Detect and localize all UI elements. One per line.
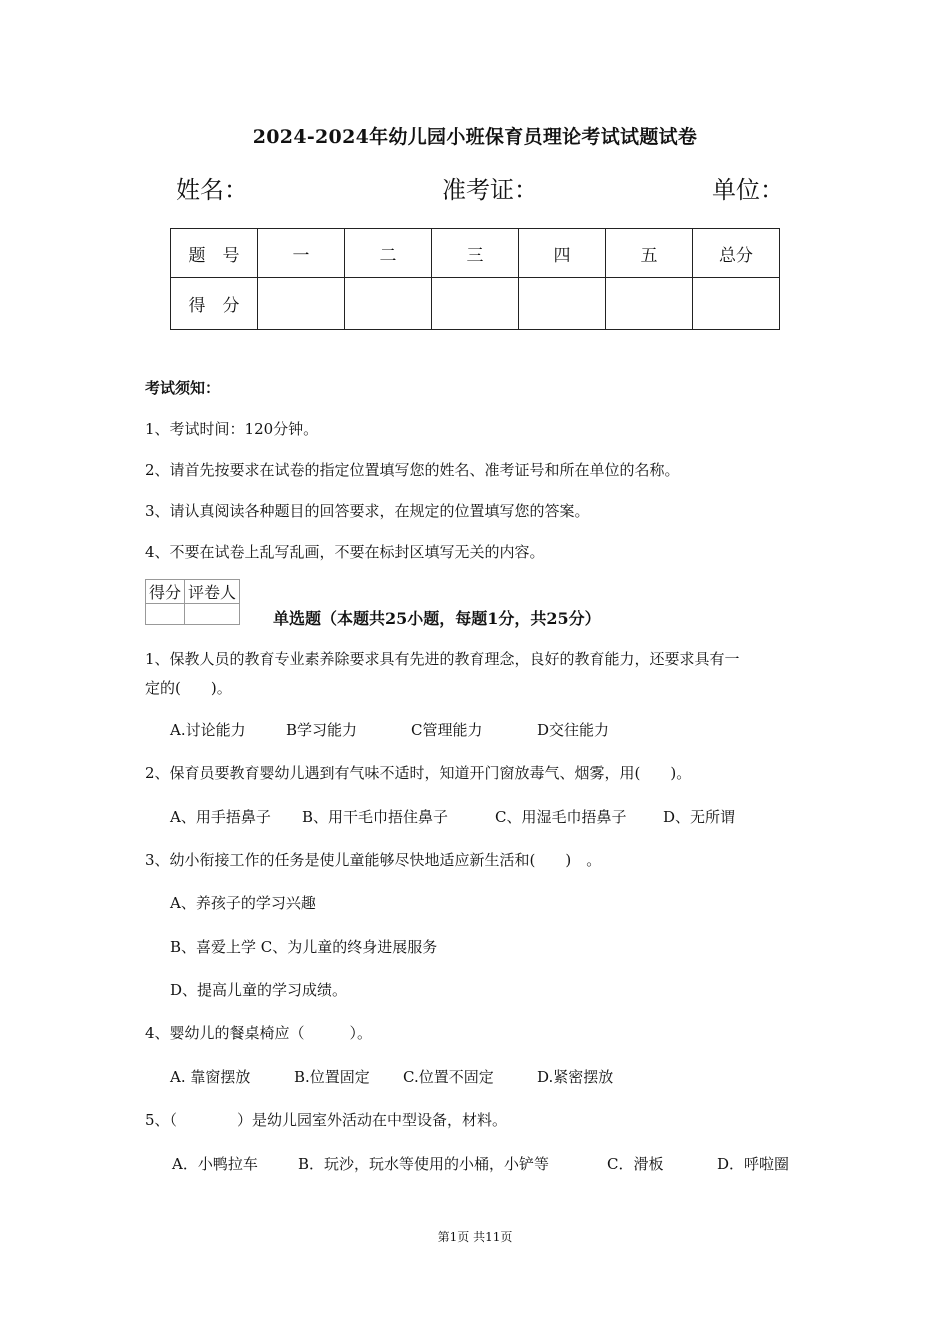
exam-id-field-label: 准考证：: [442, 176, 538, 204]
score-table-header-cell: 五: [606, 229, 693, 278]
question-1-option: C管理能力: [411, 721, 483, 739]
section-title: 单选题（本题共25小题，每题1分，共25分）: [273, 609, 601, 628]
grader-name-cell: [185, 604, 240, 625]
question-2-option: A、用手捂鼻子: [170, 808, 271, 826]
question-1-option: B学习能力: [286, 721, 358, 739]
score-table-header-cell: 题 号: [171, 229, 258, 278]
question-5: 5、（ ）是幼儿园室外活动在中型设备，材料。: [145, 1111, 508, 1129]
question-3-option: B、喜爱上学 C、为儿童的终身进展服务: [170, 938, 438, 956]
grader-name-label: 评卷人: [185, 580, 240, 604]
score-table-header-cell: 总分: [693, 229, 780, 278]
question-5-option: C．滑板: [607, 1155, 664, 1173]
question-4-option: D.紧密摆放: [537, 1068, 614, 1086]
note-item: 1、考试时间：120分钟。: [145, 420, 319, 438]
score-table-score-row: [171, 278, 780, 330]
unit-field-label: 单位：: [712, 176, 784, 204]
question-1-line-2: 定的( )。: [145, 679, 232, 697]
question-2-option: C、用湿毛巾捂鼻子: [495, 808, 627, 826]
score-cell: [345, 278, 432, 330]
grader-score-cell: [146, 604, 185, 625]
name-field-label: 姓名：: [176, 176, 248, 204]
question-2-option: D、无所谓: [663, 808, 736, 826]
question-1-option: A.讨论能力: [170, 721, 246, 739]
score-table-header-cell: 一: [258, 229, 345, 278]
score-cell: [693, 278, 780, 330]
note-item: 3、请认真阅读各种题目的回答要求，在规定的位置填写您的答案。: [145, 502, 590, 520]
question-1-option: D交往能力: [537, 721, 610, 739]
note-item: 2、请首先按要求在试卷的指定位置填写您的姓名、准考证号和所在单位的名称。: [145, 461, 680, 479]
question-5-option: A．小鸭拉车: [172, 1155, 258, 1173]
score-cell: [519, 278, 606, 330]
grader-score-label: 得分: [146, 580, 185, 604]
page-footer: 第1页 共11页: [437, 1230, 513, 1244]
score-row-label: 得 分: [171, 278, 258, 330]
note-item: 4、不要在试卷上乱写乱画，不要在标封区填写无关的内容。: [145, 543, 545, 561]
score-cell: [432, 278, 519, 330]
question-4-option: C.位置不固定: [403, 1068, 494, 1086]
question-4: 4、婴幼儿的餐桌椅应（ ）。: [145, 1024, 373, 1042]
question-5-option: D．呼啦圈: [717, 1155, 790, 1173]
score-cell: [258, 278, 345, 330]
question-5-option: B．玩沙，玩水等使用的小桶，小铲等: [298, 1155, 550, 1173]
grader-box: [145, 579, 240, 625]
notes-heading: 考试须知：: [145, 379, 221, 397]
question-2: 2、保育员要教育婴幼儿遇到有气味不适时，知道开门窗放毒气、烟雾，用( )。: [145, 764, 692, 782]
score-table-header-cell: 二: [345, 229, 432, 278]
exam-title: 2024-2024年幼儿园小班保育员理论考试试题试卷: [252, 126, 698, 148]
question-4-option: A. 靠窗摆放: [170, 1068, 251, 1086]
question-3-option: D、提高儿童的学习成绩。: [170, 981, 348, 999]
score-table: [170, 228, 780, 330]
score-table-header-row: [171, 229, 780, 278]
score-table-header-cell: 三: [432, 229, 519, 278]
question-3-option: A、养孩子的学习兴趣: [170, 894, 316, 912]
question-2-option: B、用干毛巾捂住鼻子: [302, 808, 449, 826]
question-1-line-1: 1、保教人员的教育专业素养除要求具有先进的教育理念，良好的教育能力，还要求具有一: [145, 650, 740, 668]
score-cell: [606, 278, 693, 330]
question-3: 3、幼小衔接工作的任务是使儿童能够尽快地适应新生活和( ) 。: [145, 851, 602, 869]
question-4-option: B.位置固定: [294, 1068, 370, 1086]
score-table-header-cell: 四: [519, 229, 606, 278]
